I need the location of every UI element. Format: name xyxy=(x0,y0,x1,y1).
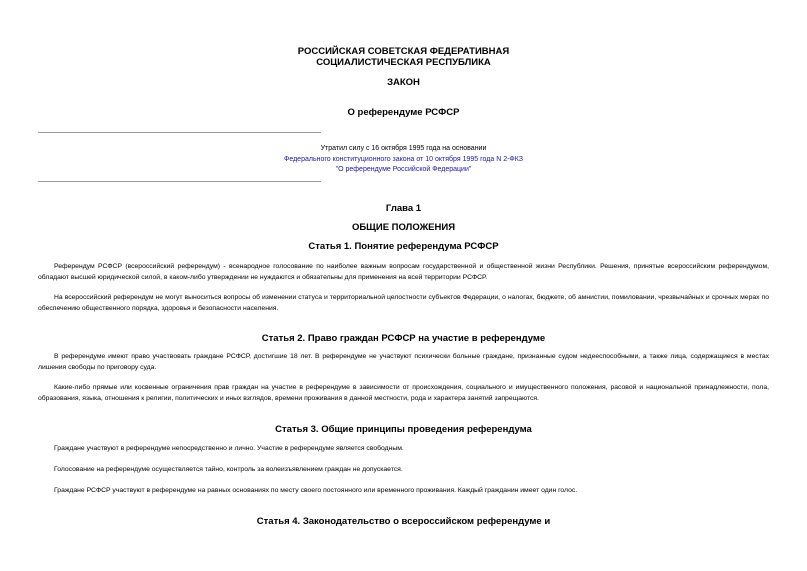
article-4-heading: Статья 4. Законодательство о всероссийском референдуме и xyxy=(256,516,551,527)
article-1-paragraph-2: На всероссийский референдум не могут выноситься вопросы об изменении статуса и территориальной целостности субъектов Федерации, о налогах, бюджете, об амнистии, помиловании, чрезвычайных и срочных мерах по обеспечению общественного порядка, здоровья и безопасности населения. xyxy=(38,294,769,312)
repeal-link-line1[interactable]: Федерального конституционного закона от 10 октября 1995 года N 2-ФКЗ xyxy=(284,156,523,163)
article-3-paragraph-3: Граждане РСФСР участвуют в референдуме на равных основаниях по месту своего постоянного или временного проживания. Каждый гражданин имеет один голос. xyxy=(54,487,578,494)
article-2-paragraph-2: Какие-либо прямые или косвенные ограничения прав граждан на участие в референдуме в зависимости от происхождения, социального и имущественного положения, расовой и национальной принадлежности, пола, образования, языка, отношения к религии, политических и иных взглядов, времени проживания в данной местности, рода и характера занятий запрещаются. xyxy=(38,384,769,402)
repeal-link-line2[interactable]: "О референдуме Российской Федерации" xyxy=(335,166,472,173)
article-1-paragraph-1: Референдум РСФСР (всероссийский референдум) - всенародное голосование по наиболее важным вопросам государственной и общественной жизни Республики. Решения, принятые всероссийским референдумом, обладают высшей юридической силой, в каком-либо утверждении не нуждаются и обязательны для применения на всей территории РСФСР. xyxy=(38,263,769,281)
article-3-heading: Статья 3. Общие принципы проведения референдума xyxy=(275,424,532,435)
header-republic-line1: РОССИЙСКАЯ СОВЕТСКАЯ ФЕДЕРАТИВНАЯ xyxy=(297,46,510,57)
chapter-number: Глава 1 xyxy=(385,203,422,214)
article-2-heading: Статья 2. Право граждан РСФСР на участие в референдуме xyxy=(261,333,546,344)
document-title: О референдуме РСФСР xyxy=(347,107,460,118)
article-2-paragraph-1: В референдуме имеют право участвовать граждане РСФСР, достигшие 18 лет. В референдуме не участвуют психически больные граждане, признанные судом недееспособными, а также лица, содержащиеся в местах лишения свободы по приговору суда. xyxy=(38,353,769,371)
header-republic-line2: СОЦИАЛИСТИЧЕСКАЯ РЕСПУБЛИКА xyxy=(316,57,491,68)
document-type: ЗАКОН xyxy=(387,77,420,88)
article-3-paragraph-2: Голосование на референдуме осуществляется тайно, контроль за волеизъявлением граждан не допускается. xyxy=(54,466,403,473)
divider-top xyxy=(38,132,321,133)
divider-bottom xyxy=(38,181,321,182)
article-1-heading: Статья 1. Понятие референдума РСФСР xyxy=(308,241,499,252)
repeal-notice: Утратил силу с 16 октября 1995 года на основании xyxy=(320,145,487,152)
article-3-paragraph-1: Граждане участвуют в референдуме непосредственно и лично. Участие в референдуме является свободным. xyxy=(54,445,404,452)
chapter-title: ОБЩИЕ ПОЛОЖЕНИЯ xyxy=(351,222,456,233)
